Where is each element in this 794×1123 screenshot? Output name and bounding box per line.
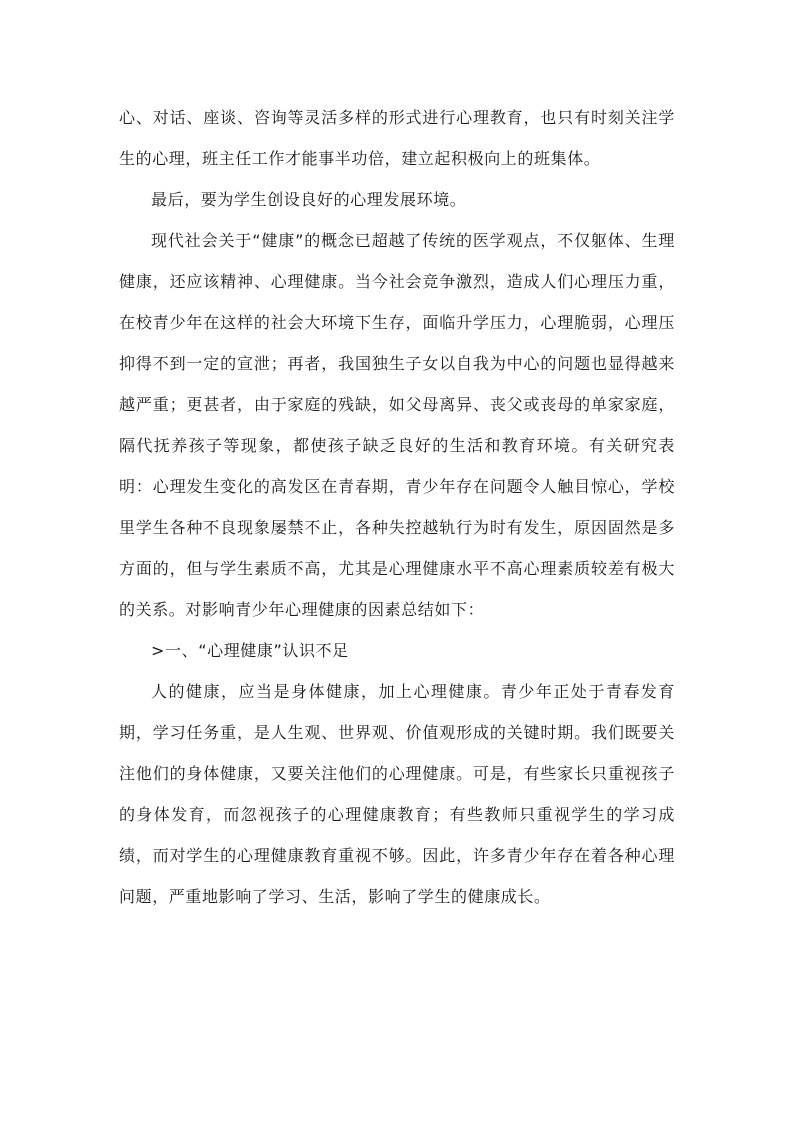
paragraph-human-health: 人的健康，应当是身体健康，加上心理健康。青少年正处于青春发育期，学习任务重，是人生观、世界观、价值观形成的关键时期。我们既要关注他们的身体健康，又要关注他们的心理健康。可是，有些家长只重视孩子的身体发育，而忽视孩子的心理健康教育；有些教师只重视学生的学习成绩，而对学生的心理健康教育重视不够。因此，许多青少年存在着各种心理问题，严重地影响了学习、生活，影响了学生的健康成长。 [119, 682, 675, 906]
paragraph-continuation: 心、对话、座谈、咨询等灵活多样的形式进行心理教育，也只有时刻关注学生的心理，班主任工作才能事半功倍，建立起积极向上的班集体。 [119, 108, 675, 168]
paragraph-modern-health: 现代社会关于“健康”的概念已超越了传统的医学观点，不仅躯体、生理健康，还应该精神、心理健康。当今社会竞争激烈，造成人们心理压力重，在校青少年在这样的社会大环境下生存，面临升学压力，心理脆弱，心理压抑得不到一定的宣泄；再者，我国独生子女以自我为中心的问题也显得越来越严重；更甚者，由于家庭的残缺，如父母离异、丧父或丧母的单家家庭，隔代抚养孩子等现象，都使孩子缺乏良好的生活和教育环境。有关研究表明：心理发生变化的高发区在青春期，青少年存在问题令人触目惊心，学校里学生各种不良现象屡禁不止，各种失控越轨行为时有发生，原因固然是多方面的，但与学生素质不高，尤其是心理健康水平不高心理素质较差有极大的关系。对影响青少年心理健康的因素总结如下： [119, 231, 675, 619]
section-heading-one: >一、“心理健康”认识不足 [151, 641, 349, 660]
document-body [119, 97, 675, 917]
paragraph-environment-intro: 最后，要为学生创设良好的心理发展环境。 [151, 190, 467, 209]
